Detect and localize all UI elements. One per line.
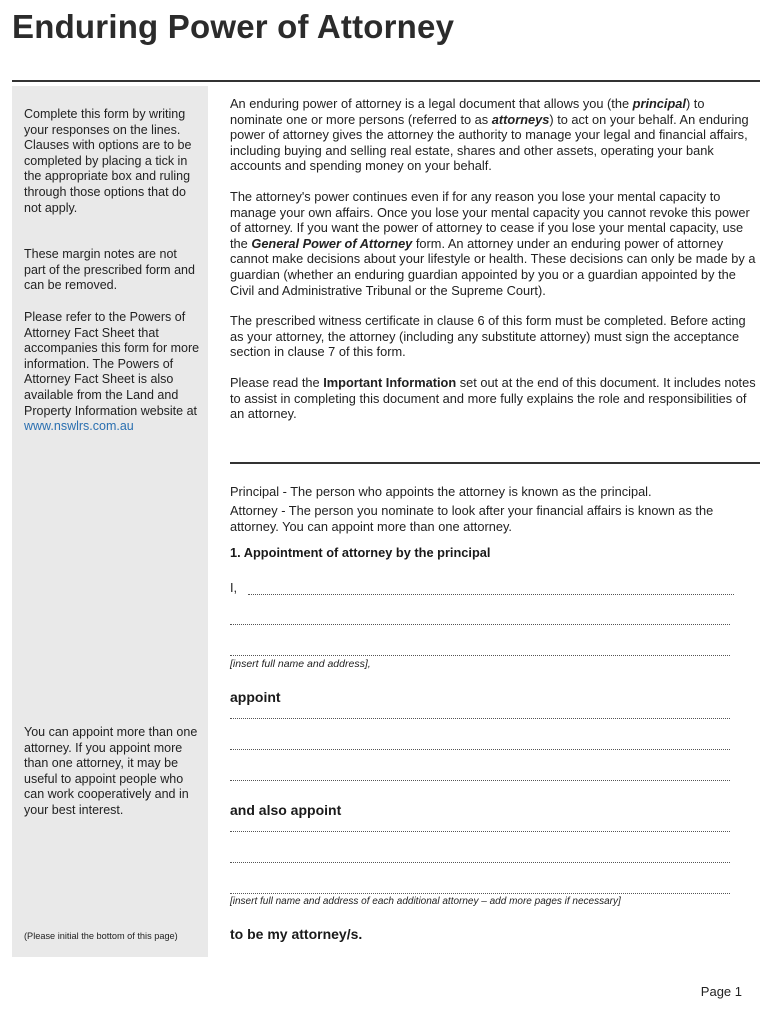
principal-name-line-3[interactable] xyxy=(230,643,730,656)
attorney-line-3[interactable] xyxy=(230,768,730,781)
additional-attorney-line-2[interactable] xyxy=(230,850,730,863)
nswlrs-website-link[interactable]: www.nswlrs.com.au xyxy=(24,419,134,434)
margin-note-instructions xyxy=(24,107,200,216)
margin-note-text: Please refer to the Powers of Attorney Fact Sheet that accompanies this form for more information. The Powers of Attorney Fact Sheet is also available from the Land and Property Information website at xyxy=(24,310,200,418)
definition-principal: Principal - The person who appoints the attorney is known as the principal. xyxy=(230,484,652,499)
additional-attorney-line-3[interactable] xyxy=(230,881,730,894)
section-divider xyxy=(230,462,760,464)
margin-note-text: You can appoint more than one attorney. If you appoint more than one attorney, it may be useful to appoint people who can work cooperatively and in your best interest. xyxy=(24,725,198,817)
also-appoint-label: and also appoint xyxy=(230,802,342,818)
attorney-line-2[interactable] xyxy=(230,737,730,750)
margin-note-multiple-attorneys xyxy=(24,725,200,819)
top-divider xyxy=(12,80,760,82)
initial-page-note: (Please initial the bottom of this page) xyxy=(24,931,178,941)
principal-name-line-2[interactable] xyxy=(230,612,730,625)
appoint-label: appoint xyxy=(230,689,281,705)
definitions xyxy=(230,484,760,538)
additional-attorney-note: [insert full name and address of each additional attorney – add more pages if necessary] xyxy=(230,896,621,907)
intro-paragraph: Please read the Important Information set out at the end of this document. It includes notes to assist in completing this document and more fully explains the role and responsibilities of an attorney. xyxy=(230,374,756,422)
intro-paragraph: The attorney's power continues even if for any reason you lose your mental capacity to manage your own affairs. Once you lose your mental capacity you cannot revoke this power of attorney. If you want the power of attorney to cease if you lose your mental capacity, use the General Power of Attorney form. An attorney under an enduring power of attorney cannot make decisions about your lifestyle or health. These decisions can only be made by a guardian (whether an enduring guardian appointed by you or a guardian appointed by the Civil and Administrative Tribunal or the Supreme Court). xyxy=(230,188,756,298)
definition-attorney: Attorney - The person you nominate to look after your financial affairs is known as the attorney. You can appoint more than one attorney. xyxy=(230,502,714,534)
section-1-heading: 1. Appointment of attorney by the principal xyxy=(230,545,491,560)
i-label: I, xyxy=(230,580,238,595)
margin-note-fact-sheet xyxy=(24,310,200,435)
margin-notes-panel xyxy=(12,86,208,957)
margin-note-removable xyxy=(24,247,200,294)
intro-section xyxy=(230,96,760,437)
intro-paragraph: An enduring power of attorney is a legal document that allows you (the principal) to nominate one or more persons (referred to as attorneys) to act on your behalf. An enduring power of attorney gives the attorney the authority to manage your legal and financial affairs, including buying and selling real estate, shares and other assets, operating your bank accounts and spending money on your behalf. xyxy=(230,96,749,174)
margin-note-text: These margin notes are not part of the prescribed form and can be removed. xyxy=(24,247,195,293)
principal-name-line-1[interactable] xyxy=(248,582,734,595)
margin-note-text: Complete this form by writing your responses on the lines. Clauses with options are to be completed by placing a tick in the appropriate box and ruling through those options that do not apply. xyxy=(24,107,192,215)
additional-attorney-line-1[interactable] xyxy=(230,819,730,832)
intro-paragraph: The prescribed witness certificate in clause 6 of this form must be completed. Before acting as your attorney, the attorney (including any substitute attorney) must sign the acceptance section in clause 7 of this form. xyxy=(230,313,746,360)
attorney-line-1[interactable] xyxy=(230,706,730,719)
name-address-note: [insert full name and address], xyxy=(230,658,371,670)
page-title: Enduring Power of Attorney xyxy=(12,8,455,45)
closing-statement: to be my attorney/s. xyxy=(230,926,363,942)
page-number: Page 1 xyxy=(700,984,742,999)
